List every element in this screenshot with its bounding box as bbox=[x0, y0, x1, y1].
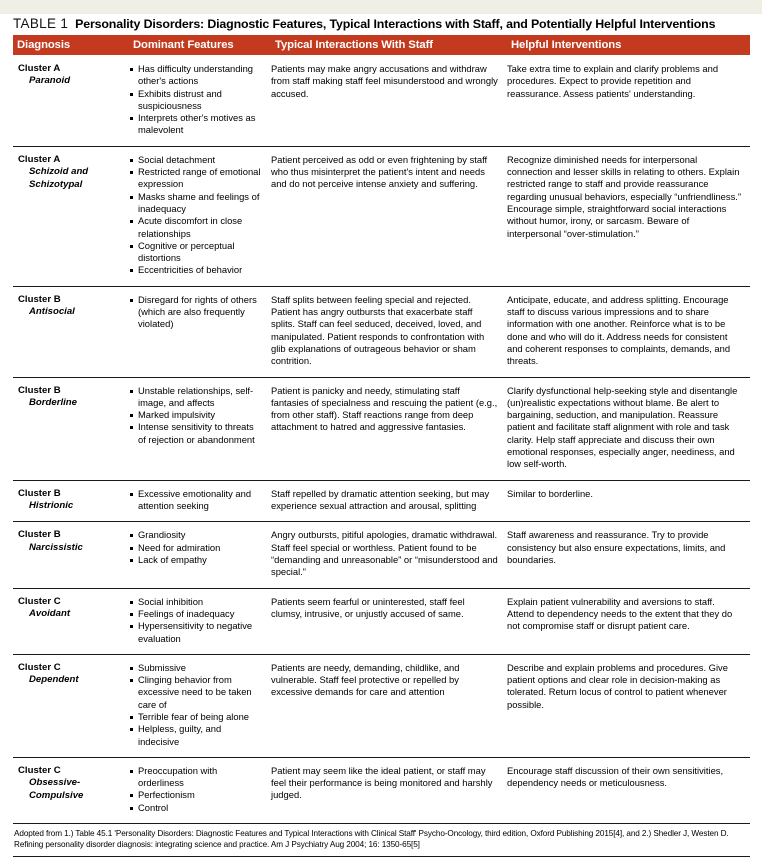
dominant-features-cell bbox=[129, 385, 271, 471]
disorder-name: Paranoid bbox=[29, 75, 71, 87]
typical-interactions-cell bbox=[271, 488, 507, 513]
interventions-text: Encourage staff discussion of their own sensitivities, dependency needs or meticulousness. bbox=[507, 764, 724, 789]
table-row bbox=[13, 147, 750, 287]
column-header-diagnosis: Diagnosis bbox=[17, 39, 71, 51]
feature-item: Lack of empathy bbox=[129, 554, 262, 566]
dominant-features-cell bbox=[129, 529, 271, 578]
feature-item: Interprets other's motives as malevolent bbox=[129, 112, 262, 137]
feature-list bbox=[129, 488, 262, 513]
helpful-interventions-cell bbox=[507, 154, 750, 277]
interactions-text: Staff repelled by dramatic attention seeking, but may experience sexual attraction and arousal, splitting bbox=[271, 487, 490, 511]
helpful-interventions-cell bbox=[507, 662, 750, 748]
helpful-interventions-cell bbox=[507, 488, 750, 513]
disorder-name: Schizoid and Schizotypal bbox=[29, 166, 89, 190]
interventions-text: Recognize diminished needs for interpersonal connection and lesser skills in relating to others. Explain restricted range to staff and provide reassurance regarding unusual behaviors, especially “unfriendliness.” Encourage simple, straightforward social interactions without humor, irony, or sarcasm. Beware of interpersonal “over-stimulation.” bbox=[507, 153, 741, 239]
feature-list bbox=[129, 63, 262, 137]
table-row bbox=[13, 758, 750, 824]
helpful-interventions-cell bbox=[507, 596, 750, 645]
dominant-features-cell bbox=[129, 154, 271, 277]
cluster-label: Cluster A bbox=[18, 63, 61, 74]
typical-interactions-cell bbox=[271, 662, 507, 748]
disorder-name: Antisocial bbox=[29, 306, 75, 318]
column-header-dominant-features: Dominant Features bbox=[133, 39, 234, 51]
feature-item: Terrible fear of being alone bbox=[129, 711, 262, 723]
feature-item: Social inhibition bbox=[129, 596, 262, 608]
cluster-label: Cluster B bbox=[18, 487, 61, 499]
diagnosis-cell bbox=[13, 765, 129, 814]
feature-item: Exhibits distrust and suspiciousness bbox=[129, 88, 262, 113]
feature-item: Grandiosity bbox=[129, 529, 262, 541]
interactions-text: Patient may seem like the ideal patient, or staff may feel their performance is being monitored and harshly judged. bbox=[271, 764, 493, 801]
feature-list bbox=[129, 765, 262, 814]
dominant-features-cell bbox=[129, 596, 271, 645]
feature-item: Feelings of inadequacy bbox=[129, 608, 262, 620]
feature-item: Excessive emotionality and attention seeking bbox=[129, 488, 262, 513]
interactions-text: Angry outbursts, pitiful apologies, dramatic withdrawal. Staff feel special or worthless. Patient found to be “demanding and unreasonable” or “misunderstood and special.” bbox=[271, 529, 498, 578]
dominant-features-cell bbox=[129, 488, 271, 513]
dominant-features-cell bbox=[129, 662, 271, 748]
diagnosis-cell bbox=[13, 488, 129, 513]
cluster-label: Cluster C bbox=[18, 661, 61, 673]
interventions-text: Anticipate, educate, and address splitting. Encourage staff to discuss various impressions and to share information with one another. Reinforce what is to be done and who will do it. Address needs for consistent and coherent responses to complaints, demands, and threats. bbox=[507, 293, 731, 367]
table-title bbox=[13, 16, 750, 35]
disorder-name: Narcissistic bbox=[29, 541, 83, 553]
table-row bbox=[13, 287, 750, 378]
diagnosis-cell bbox=[13, 154, 129, 277]
table-footnote: Adopted from 1.) Table 45.1 'Personality Disorders: Diagnostic Features and Typical Interactions with Clinical Staff' Psycho-Oncology, third edition, Oxford Publishing 2015[4], and 2.) Shedler J, Westen D. Refining personality disorder diagnosis: integrating science and practice. Am J Psychiatry Aug 2004; 16: 1350-65[5] bbox=[13, 824, 750, 857]
interventions-text: Take extra time to explain and clarify problems and procedures. Expect to provide repetition and reassurance. Assess patients' understanding. bbox=[507, 63, 719, 99]
feature-item: Disregard for rights of others (which are also frequently violated) bbox=[129, 294, 262, 331]
diagnosis-cell bbox=[13, 662, 129, 748]
interactions-text: Patient is panicky and needy, stimulating staff fantasies of specialness and rescuing the patient (e.g., from other staff). Staff reactions range from deep attachment to hatred and aggressive fantasies. bbox=[271, 384, 498, 433]
cluster-label: Cluster B bbox=[18, 384, 61, 396]
feature-item: Hypersensitivity to negative evaluation bbox=[129, 620, 262, 645]
table-row bbox=[13, 55, 750, 147]
interactions-text: Patients may make angry accusations and withdraw from staff making staff feel misunderstood and wrongly accused. bbox=[271, 63, 498, 99]
typical-interactions-cell bbox=[271, 765, 507, 814]
feature-item: Eccentricities of behavior bbox=[129, 264, 262, 276]
feature-item: Restricted range of emotional expression bbox=[129, 166, 262, 191]
feature-item: Clinging behavior from excessive need to be taken care of bbox=[129, 674, 262, 711]
diagnosis-cell bbox=[13, 529, 129, 578]
feature-list bbox=[129, 662, 262, 748]
feature-list bbox=[129, 596, 262, 645]
cluster-label: Cluster A bbox=[18, 153, 61, 165]
table-body bbox=[13, 55, 750, 824]
cluster-label: Cluster B bbox=[18, 293, 61, 305]
cluster-label: Cluster B bbox=[18, 529, 61, 541]
interventions-text: Similar to borderline. bbox=[507, 487, 593, 499]
table-row bbox=[13, 481, 750, 523]
table-row bbox=[13, 378, 750, 481]
feature-list bbox=[129, 294, 262, 331]
feature-item: Helpless, guilty, and indecisive bbox=[129, 723, 262, 748]
table-container bbox=[13, 16, 750, 857]
feature-item: Unstable relationships, self-image, and affects bbox=[129, 385, 262, 410]
disorder-name: Avoidant bbox=[29, 608, 71, 620]
disorder-name: Histrionic bbox=[29, 500, 74, 512]
feature-list bbox=[129, 154, 262, 277]
typical-interactions-cell bbox=[271, 596, 507, 645]
table-title-text: Personality Disorders: Diagnostic Features, Typical Interactions with Staff, and Potentially Helpful Interventions bbox=[75, 17, 716, 31]
interventions-text: Staff awareness and reassurance. Try to provide consistency but also ensure expectations, limits, and boundaries. bbox=[507, 529, 726, 566]
table-number-label: TABLE 1 bbox=[13, 16, 69, 31]
table-row bbox=[13, 655, 750, 758]
typical-interactions-cell bbox=[271, 385, 507, 471]
disorder-name: Obsessive-Compulsive bbox=[29, 777, 84, 801]
cluster-label: Cluster C bbox=[18, 764, 61, 776]
feature-list bbox=[129, 529, 262, 566]
feature-item: Masks shame and feelings of inadequacy bbox=[129, 191, 262, 216]
feature-item: Acute discomfort in close relationships bbox=[129, 215, 262, 240]
diagnosis-cell bbox=[13, 385, 129, 471]
interactions-text: Patients seem fearful or uninterested, staff feel clumsy, intrusive, or unjustly accused of same. bbox=[271, 595, 465, 619]
interventions-text: Clarify dysfunctional help-seeking style and disentangle (un)realistic expectations without blame. Be alert to bargaining, seduction, and manipulation. Reassure patient and facilitate staff alignment with role and task clarity. Help staff appreciate and discuss their own emotional responses, especially anger, neediness, and low self-worth. bbox=[507, 384, 738, 470]
typical-interactions-cell bbox=[271, 529, 507, 578]
dominant-features-cell bbox=[129, 294, 271, 368]
table-row bbox=[13, 522, 750, 588]
feature-item: Has difficulty understanding other's actions bbox=[129, 63, 262, 88]
feature-list bbox=[129, 385, 262, 446]
column-header-helpful-interventions: Helpful Interventions bbox=[511, 39, 622, 51]
helpful-interventions-cell bbox=[507, 385, 750, 471]
dominant-features-cell bbox=[129, 765, 271, 814]
column-header-typical-interactions: Typical Interactions With Staff bbox=[275, 39, 433, 51]
typical-interactions-cell bbox=[271, 154, 507, 277]
feature-item: Preoccupation with orderliness bbox=[129, 765, 262, 790]
dominant-features-cell bbox=[129, 63, 271, 137]
diagnosis-cell bbox=[13, 596, 129, 645]
feature-item: Control bbox=[129, 802, 262, 814]
helpful-interventions-cell bbox=[507, 529, 750, 578]
interventions-text: Describe and explain problems and procedures. Give patient options and clear role in decision-making as tolerated. Return locus of control to patient whenever possible. bbox=[507, 661, 728, 710]
typical-interactions-cell bbox=[271, 63, 507, 137]
table-header-row bbox=[13, 35, 750, 55]
feature-item: Submissive bbox=[129, 662, 262, 674]
disorder-name: Dependent bbox=[29, 674, 79, 686]
typical-interactions-cell bbox=[271, 294, 507, 368]
helpful-interventions-cell bbox=[507, 63, 750, 137]
disorder-name: Borderline bbox=[29, 396, 77, 408]
interventions-text: Explain patient vulnerability and aversions to staff. Attend to dependency needs to the extent that they do not compromise staff or disrupt patient care. bbox=[507, 595, 733, 632]
helpful-interventions-cell bbox=[507, 294, 750, 368]
top-decorative-band bbox=[0, 0, 762, 14]
helpful-interventions-cell bbox=[507, 765, 750, 814]
feature-item: Need for admiration bbox=[129, 542, 262, 554]
diagnosis-cell bbox=[13, 294, 129, 368]
feature-item: Social detachment bbox=[129, 154, 262, 166]
diagnosis-cell bbox=[13, 63, 129, 137]
feature-item: Intense sensitivity to threats of rejection or abandonment bbox=[129, 421, 262, 446]
table-row bbox=[13, 589, 750, 655]
cluster-label: Cluster C bbox=[18, 595, 61, 607]
interactions-text: Staff splits between feeling special and rejected. Patient has angry outbursts that exacerbate staff splits. Staff can feel seduced, deceived, loved, and manipulated. Patient responds to confrontation with glib explanations of outrageous behavior or sham contrition. bbox=[271, 293, 485, 367]
feature-item: Perfectionism bbox=[129, 789, 262, 801]
interactions-text: Patients are needy, demanding, childlike, and vulnerable. Staff feel protective or repelled by excessive demands for care and attention bbox=[271, 661, 460, 698]
feature-item: Cognitive or perceptual distortions bbox=[129, 240, 262, 265]
feature-item: Marked impulsivity bbox=[129, 409, 262, 421]
interactions-text: Patient perceived as odd or even frightening by staff who thus misinterpret the patient's intent and needs and do not perceive intense anxiety and suffering. bbox=[271, 153, 488, 190]
